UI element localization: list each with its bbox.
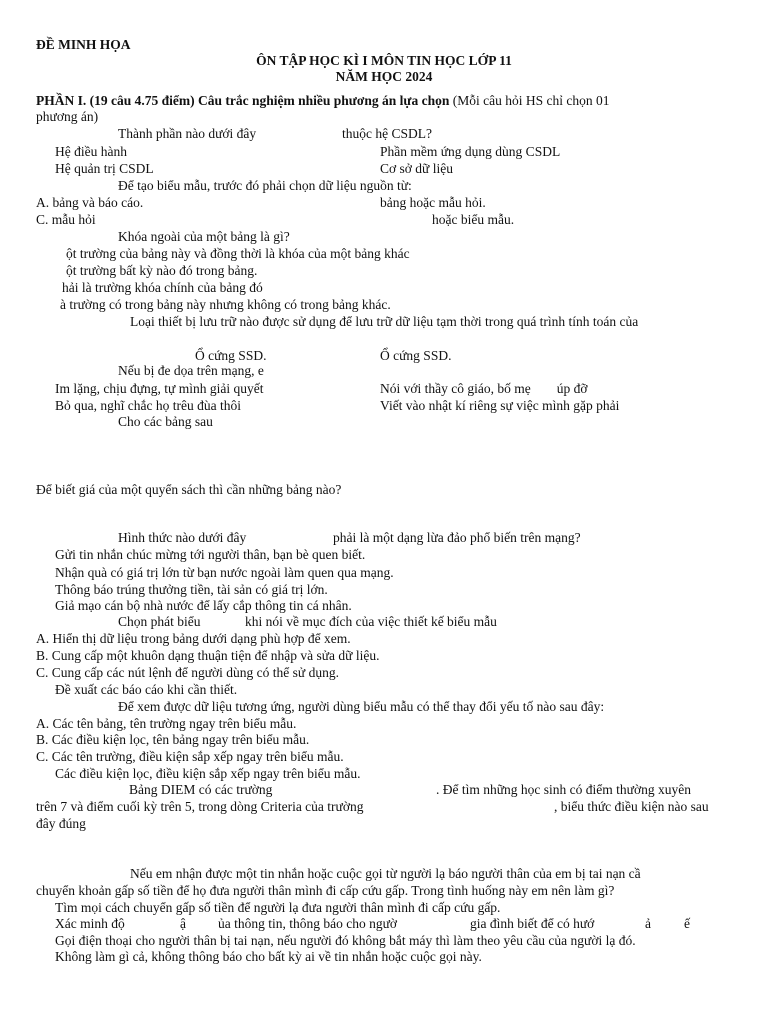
q10-line1-b: . Để tìm những học sinh có điểm thường xuyên bbox=[436, 782, 691, 797]
q9-option-d: Các điều kiện lọc, điều kiện sắp xếp ngay trên biểu mẫu. bbox=[55, 766, 361, 781]
q9-stem: Để xem được dữ liệu tương ứng, người dùng biểu mẫu có thể thay đổi yếu tố nào sau đây: bbox=[118, 699, 605, 714]
q5-option-b-part2: úp đỡ bbox=[556, 381, 588, 396]
q2-option-d: hoặc biểu mẫu. bbox=[432, 212, 515, 227]
q8-option-c: C. Cung cấp các nút lệnh để người dùng có thể sử dụng. bbox=[36, 665, 339, 680]
doc-title: ÔN TẬP HỌC KÌ I MÔN TIN HỌC LỚP 11 bbox=[256, 53, 512, 68]
q1-option-a: Hệ điều hành bbox=[55, 144, 127, 159]
q5-option-c: Bỏ qua, nghĩ chắc họ trêu đùa thôi bbox=[55, 398, 241, 413]
q2-stem: Để tạo biểu mẫu, trước đó phải chọn dữ liệu nguồn từ: bbox=[118, 178, 412, 193]
section-heading: PHẦN I. (19 câu 4.75 điểm) Câu trắc nghiệm nhiều phương án lựa chọn bbox=[36, 93, 450, 108]
q7-option-b: Nhận quà có giá trị lớn từ bạn nước ngoài làm quen qua mạng. bbox=[55, 565, 394, 580]
q1-stem-a: Thành phần nào dưới đây bbox=[118, 126, 257, 141]
q7-option-d: Giả mạo cán bộ nhà nước để lấy cắp thông tin cá nhân. bbox=[55, 598, 352, 613]
q11-option-c: Gọi điện thoại cho người thân bị tai nạn, nếu người đó không bắt máy thì làm theo yêu cầu của người lạ đó. bbox=[55, 933, 636, 948]
q8-option-b: B. Cung cấp một khuôn dạng thuận tiện để nhập và sửa dữ liệu. bbox=[36, 648, 380, 663]
q11-option-d: Không làm gì cả, không thông báo cho bất kỳ ai về tin nhắn hoặc cuộc gọi này. bbox=[55, 949, 482, 964]
q11-option-b-5: ả bbox=[645, 916, 651, 931]
section-note: (Mỗi câu hỏi HS chỉ chọn 01 bbox=[452, 93, 610, 108]
q3-option-a: ột trường của bảng này và đồng thời là khóa của một bảng khác bbox=[66, 246, 410, 261]
q10-line1-a: Bảng DIEM có các trường bbox=[129, 782, 273, 797]
q5-option-d: Viết vào nhật kí riêng sự việc mình gặp phải bbox=[380, 398, 620, 413]
q11-option-b-4: gia đình biết để có hướ bbox=[470, 916, 595, 931]
q11-option-b-6: ế bbox=[684, 916, 690, 931]
q11-option-b-2: ậ bbox=[180, 916, 186, 931]
q4-stem: Loại thiết bị lưu trữ nào được sử dụng để lưu trữ dữ liệu tạm thời trong quá trình tính toán của bbox=[130, 314, 639, 329]
q1-option-b: Phần mềm ứng dụng dùng CSDL bbox=[380, 144, 561, 159]
q7-stem-a: Hình thức nào dưới đây bbox=[118, 530, 247, 545]
q9-option-c: C. Các tên trường, điều kiện sắp xếp ngay trên biểu mẫu. bbox=[36, 749, 344, 764]
q4-option-b: Ổ cứng SSD. bbox=[380, 348, 452, 363]
q9-option-a: A. Các tên bảng, tên trường ngay trên biểu mẫu. bbox=[36, 716, 297, 731]
q2-option-b: bảng hoặc mẫu hỏi. bbox=[380, 195, 486, 210]
q7-stem-b: phải là một dạng lừa đảo phổ biến trên mạng? bbox=[333, 530, 581, 545]
q3-stem: Khóa ngoài của một bảng là gì? bbox=[118, 229, 290, 244]
q5-stem: Nếu bị đe dọa trên mạng, e bbox=[118, 363, 264, 378]
q3-option-b: ột trường bất kỳ nào đó trong bảng. bbox=[66, 263, 258, 278]
q10-line2-b: , biểu thức điều kiện nào sau bbox=[554, 799, 709, 814]
q11-line2: chuyển khoản gấp số tiền để họ đưa người thân mình đi cấp cứu gấp. Trong tình huống này em nên làm gì? bbox=[36, 883, 615, 898]
q7-option-c: Thông báo trúng thưởng tiền, tài sản có giá trị lớn. bbox=[55, 582, 328, 597]
q10-line3: đây đúng bbox=[36, 816, 86, 831]
q8-stem-a: Chọn phát biểu bbox=[118, 614, 201, 629]
q8-stem-b: khi nói về mục đích của việc thiết kế biểu mẫu bbox=[245, 614, 497, 629]
q2-option-a: A. bảng và báo cáo. bbox=[36, 195, 144, 210]
q7-option-a: Gửi tin nhắn chúc mừng tới người thân, bạn bè quen biết. bbox=[55, 547, 366, 562]
q11-line1: Nếu em nhận được một tin nhắn hoặc cuộc gọi từ người lạ báo người thân của em bị tai nạn cầ bbox=[130, 866, 641, 881]
q2-option-c: C. mẫu hỏi bbox=[36, 212, 96, 227]
q5-option-b bbox=[380, 380, 588, 397]
q11-option-a: Tìm mọi cách chuyển gấp số tiền để người lạ đưa người thân mình đi cấp cứu gấp. bbox=[55, 900, 501, 915]
q10-line2-a: trên 7 và điểm cuối kỳ trên 5, trong dòng Criteria của trường bbox=[36, 799, 364, 814]
q1-option-d: Cơ sở dữ liệu bbox=[380, 161, 453, 176]
doc-year: NĂM HỌC 2024 bbox=[335, 69, 433, 84]
q4-option-a: Ổ cứng SSD. bbox=[195, 348, 267, 363]
q11-option-b-3: ủa thông tin, thông báo cho ngườ bbox=[218, 916, 398, 931]
doc-label: ĐỀ MINH HỌA bbox=[36, 37, 131, 52]
q1-stem-b: thuộc hệ CSDL? bbox=[342, 126, 432, 141]
q6-stem: Cho các bảng sau bbox=[118, 414, 213, 429]
q11-option-b-1: Xác minh độ bbox=[55, 916, 125, 931]
q9-option-b: B. Các điều kiện lọc, tên bảng ngay trên biểu mẫu. bbox=[36, 732, 310, 747]
q6-question: Để biết giá của một quyển sách thì cần những bảng nào? bbox=[36, 482, 342, 497]
q8-option-a: A. Hiển thị dữ liệu trong bảng dưới dạng phù hợp để xem. bbox=[36, 631, 351, 646]
q8-option-d: Đề xuất các báo cáo khi cần thiết. bbox=[55, 682, 238, 697]
q5-option-a: Im lặng, chịu đựng, tự mình giải quyết bbox=[55, 381, 264, 396]
q3-option-c: hải là trường khóa chính của bảng đó bbox=[62, 280, 263, 295]
section-note-cont: phương án) bbox=[36, 109, 99, 124]
q3-option-d: à trường có trong bảng này nhưng không có trong bảng khác. bbox=[60, 297, 391, 312]
q5-option-b-part1: Nói với thầy cô giáo, bố mẹ bbox=[380, 381, 531, 396]
section-heading-line bbox=[36, 92, 609, 109]
q1-option-c: Hệ quản trị CSDL bbox=[55, 161, 154, 176]
